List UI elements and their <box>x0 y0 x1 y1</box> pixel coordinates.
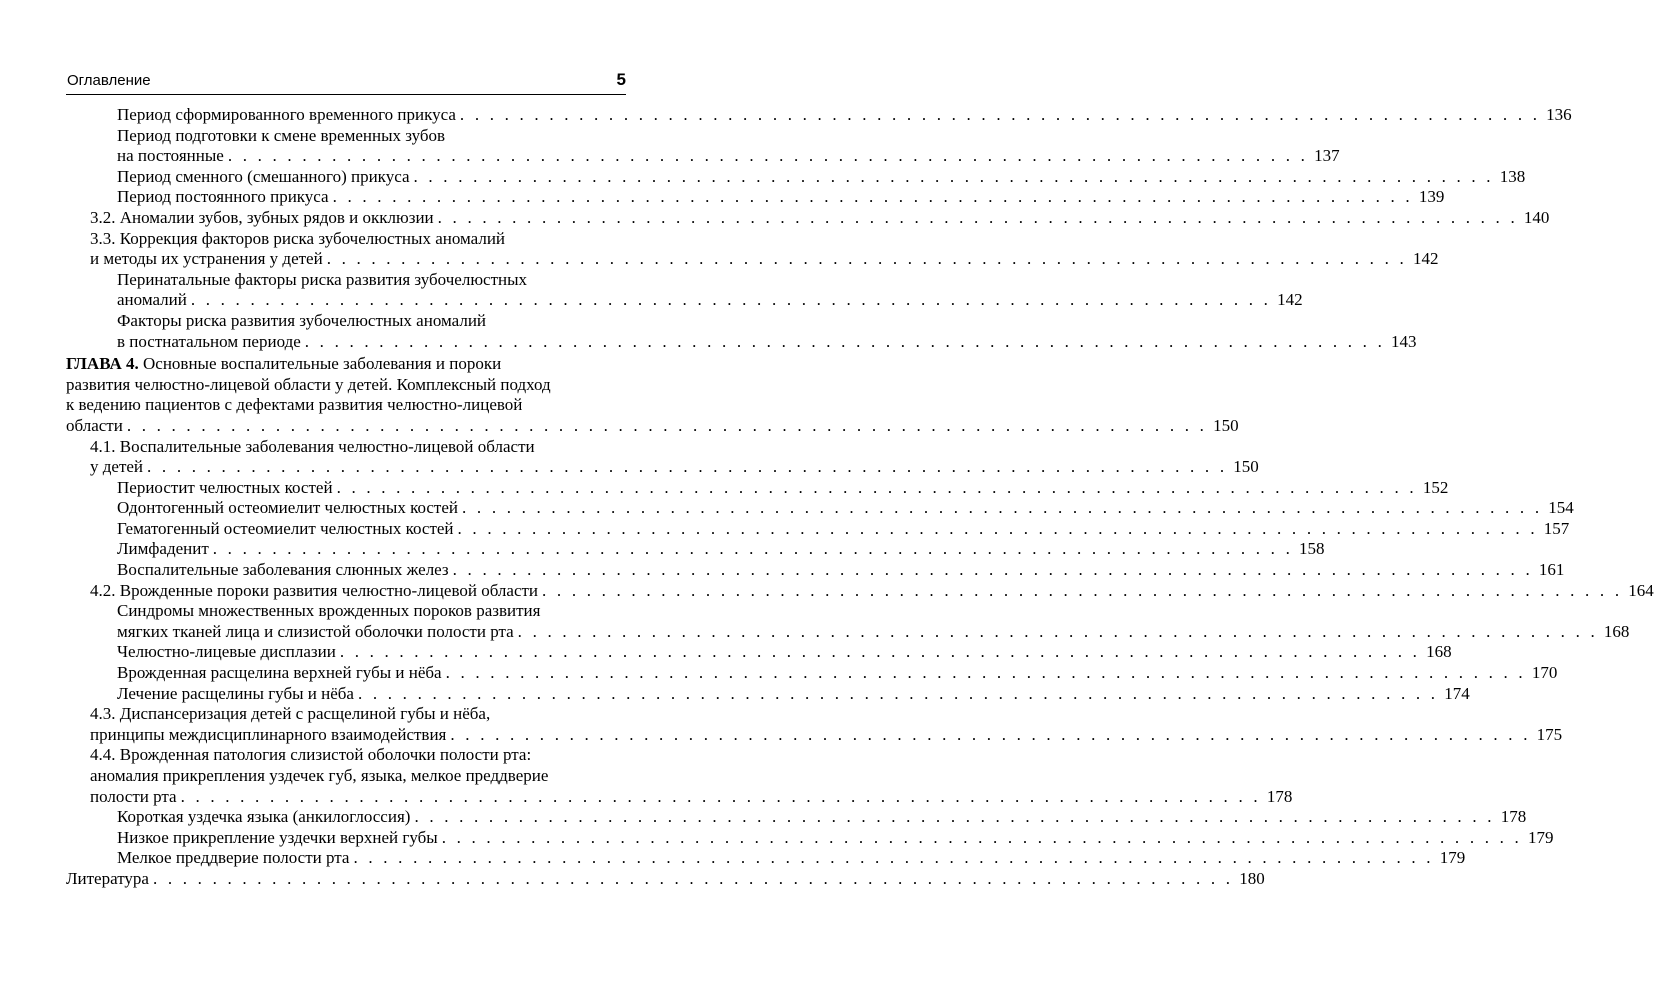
toc-entry-line <box>90 786 1293 808</box>
toc-entry-text: Факторы риска развития зубочелюстных аномалий <box>117 310 487 330</box>
toc-entry-text: на постоянные <box>117 146 224 166</box>
dot-leader: . . . . . . . . . . . . . . . . . . . . . . . . . . . . . . . . . . . . . . . . . . . . . . . . . . . . . . . . . . . . . . . . . . . . . . . . . <box>336 477 1417 497</box>
dot-leader: . . . . . . . . . . . . . . . . . . . . . . . . . . . . . . . . . . . . . . . . . . . . . . . . . . . . . . . . . . . . . . . . . . . . . . . . . <box>126 415 1208 435</box>
toc-entry[interactable] <box>66 827 1554 849</box>
page-header <box>66 70 626 95</box>
toc-entry[interactable] <box>66 683 1470 705</box>
toc-entry[interactable] <box>66 436 1259 478</box>
toc-entry[interactable] <box>66 745 1293 807</box>
toc-entry-line <box>117 827 1554 849</box>
toc-page-number: 152 <box>1422 477 1449 497</box>
toc-entry-text: развития челюстно-лицевой области у детей. Комплексный подход <box>66 374 551 394</box>
toc-page-number: 175 <box>1536 724 1563 744</box>
toc-entry-text: 3.2. Аномалии зубов, зубных рядов и окклюзии <box>90 207 434 227</box>
toc-entry-line <box>117 663 1558 684</box>
toc-entry-text: Одонтогенный остеомиелит челюстных костей <box>117 498 459 518</box>
toc-entry-text: 4.2. Врожденные пороки развития челюстно-лицевой области <box>90 580 539 600</box>
toc-page-number: 170 <box>1531 663 1558 683</box>
toc-entry-text: Период подготовки к смене временных зубов <box>117 125 446 145</box>
toc-entry-line <box>117 683 1470 705</box>
toc-entry[interactable] <box>66 518 1570 540</box>
toc-entry[interactable] <box>66 868 1265 890</box>
dot-leader: . . . . . . . . . . . . . . . . . . . . . . . . . . . . . . . . . . . . . . . . . . . . . . . . . . . . . . . . . . . . . . . . . . . . . . . . . <box>437 207 1518 227</box>
dot-leader: . . . . . . . . . . . . . . . . . . . . . . . . . . . . . . . . . . . . . . . . . . . . . . . . . . . . . . . . . . . . . . . . . . . . . . . . . <box>326 249 1407 269</box>
toc-entry-line <box>90 229 627 250</box>
toc-entry-line <box>90 457 1259 478</box>
toc-entry-line <box>117 105 1572 126</box>
toc-entry-line <box>90 704 627 725</box>
chapter-label: ГЛАВА 4. <box>66 354 139 374</box>
toc-entry-line <box>117 539 1325 560</box>
toc-entry-line <box>117 621 1630 643</box>
toc-entry-line <box>66 868 1265 890</box>
toc-entry-text: 4.1. Воспалительные заболевания челюстно-лицевой области <box>90 436 535 456</box>
toc-entry-text: и методы их устранения у детей <box>90 249 323 269</box>
toc-entry-text: Основные воспалительные заболевания и пороки <box>138 354 502 374</box>
dot-leader: . . . . . . . . . . . . . . . . . . . . . . . . . . . . . . . . . . . . . . . . . . . . . . . . . . . . . . . . . . . . . . . . . . . . . . . . . <box>147 457 1228 477</box>
toc-entry-line <box>117 601 627 622</box>
toc-entry-text: Перинатальные факторы риска развития зубочелюстных <box>117 269 528 289</box>
dot-leader: . . . . . . . . . . . . . . . . . . . . . . . . . . . . . . . . . . . . . . . . . . . . . . . . . . . . . . . . . . . . . . . . . . . . . . . . . <box>304 331 1386 351</box>
dot-leader: . . . . . . . . . . . . . . . . . . . . . . . . . . . . . . . . . . . . . . . . . . . . . . . . . . . . . . . . . . . . . . . . . . . . . . . . . <box>180 786 1261 806</box>
toc-entry-line <box>117 187 1445 208</box>
toc-entry-line <box>66 415 1239 437</box>
toc-entry-line <box>90 437 627 458</box>
toc-entry[interactable] <box>66 807 1527 828</box>
toc-page-number: 138 <box>1499 166 1526 186</box>
toc-entry-line <box>117 477 1449 499</box>
toc-page-number: 150 <box>1233 457 1259 477</box>
toc-entry-line <box>117 290 1303 311</box>
dot-leader: . . . . . . . . . . . . . . . . . . . . . . . . . . . . . . . . . . . . . . . . . . . . . . . . . . . . . . . . . . . . . . . . . . . . . . . . . <box>227 146 1309 166</box>
toc-entry-line <box>117 498 1574 519</box>
toc-entry[interactable] <box>66 663 1558 684</box>
toc-entry-text: Литература <box>66 868 149 888</box>
toc-entry-line <box>117 166 1526 188</box>
toc-page-number: 142 <box>1412 249 1439 269</box>
toc-entry-text: у детей <box>90 457 144 477</box>
toc-entry-line <box>117 331 1417 353</box>
toc-entry[interactable] <box>66 477 1449 499</box>
toc-entry-line <box>117 311 627 332</box>
toc-entry[interactable] <box>66 560 1565 581</box>
dot-leader: . . . . . . . . . . . . . . . . . . . . . . . . . . . . . . . . . . . . . . . . . . . . . . . . . . . . . . . . . . . . . . . . . . . . . . . . . <box>339 642 1421 662</box>
toc-entry-text: Врожденная расщелина верхней губы и нёба <box>117 663 442 683</box>
toc-page-number: 137 <box>1314 146 1340 166</box>
dot-leader: . . . . . . . . . . . . . . . . . . . . . . . . . . . . . . . . . . . . . . . . . . . . . . . . . . . . . . . . . . . . . . . . . . . . . . . . . <box>452 560 1533 580</box>
toc-page-number: 150 <box>1213 415 1239 435</box>
toc-entry-text: аномалий <box>117 290 187 310</box>
toc-page-number: 174 <box>1444 683 1470 703</box>
dot-leader: . . . . . . . . . . . . . . . . . . . . . . . . . . . . . . . . . . . . . . . . . . . . . . . . . . . . . . . . . . . . . . . . . . . . . . . . . <box>353 848 1434 868</box>
toc-entry[interactable] <box>66 269 1303 311</box>
toc-entry-text: мягких тканей лица и слизистой оболочки полости рта <box>117 621 514 641</box>
toc-entry[interactable] <box>66 601 1630 642</box>
toc-entry-line <box>117 848 1466 869</box>
toc-entry-line <box>117 807 1527 828</box>
toc-page-number: 164 <box>1628 580 1654 600</box>
toc-entry-text: Период постоянного прикуса <box>117 187 329 207</box>
toc-page-number: 179 <box>1527 827 1554 847</box>
toc-page-number: 142 <box>1277 290 1303 310</box>
dot-leader: . . . . . . . . . . . . . . . . . . . . . . . . . . . . . . . . . . . . . . . . . . . . . . . . . . . . . . . . . . . . . . . . . . . . . . . . . <box>190 290 1272 310</box>
dot-leader: . . . . . . . . . . . . . . . . . . . . . . . . . . . . . . . . . . . . . . . . . . . . . . . . . . . . . . . . . . . . . . . . . . . . . . . . . <box>152 868 1234 888</box>
toc-page-number: 179 <box>1439 848 1466 868</box>
dot-leader: . . . . . . . . . . . . . . . . . . . . . . . . . . . . . . . . . . . . . . . . . . . . . . . . . . . . . . . . . . . . . . . . . . . . . . . . . <box>462 498 1543 518</box>
toc-entry-line <box>90 766 627 787</box>
toc-entry-text: Периостит челюстных костей <box>117 477 333 497</box>
toc-entry-line <box>117 270 627 291</box>
toc-entry-text: Воспалительные заболевания слюнных желез <box>117 560 449 580</box>
dot-leader: . . . . . . . . . . . . . . . . . . . . . . . . . . . . . . . . . . . . . . . . . . . . . . . . . . . . . . . . . . . . . . . . . . . . . . . . . <box>441 827 1522 847</box>
table-of-contents <box>66 105 1654 890</box>
toc-page-number: 139 <box>1418 187 1445 207</box>
toc-entry-text: Синдромы множественных врожденных пороков развития <box>117 601 541 621</box>
toc-page-number: 136 <box>1546 105 1572 124</box>
toc-page-number: 178 <box>1266 786 1293 806</box>
toc-entry[interactable] <box>66 207 1550 229</box>
toc-page-number: 140 <box>1523 207 1550 227</box>
toc-page-number: 143 <box>1391 331 1417 351</box>
toc-entry-line <box>90 207 1550 229</box>
toc-entry[interactable] <box>66 642 1452 663</box>
toc-entry-text: 4.3. Диспансеризация детей с расщелиной губы и нёба, <box>90 704 491 724</box>
toc-entry[interactable] <box>66 539 1325 560</box>
toc-entry-text: Челюстно-лицевые дисплазии <box>117 642 336 662</box>
dot-leader: . . . . . . . . . . . . . . . . . . . . . . . . . . . . . . . . . . . . . . . . . . . . . . . . . . . . . . . . . . . . . . . . . . . . . . . . . <box>542 580 1623 600</box>
dot-leader: . . . . . . . . . . . . . . . . . . . . . . . . . . . . . . . . . . . . . . . . . . . . . . . . . . . . . . . . . . . . . . . . . . . . . . . . . <box>212 539 1294 559</box>
toc-chapter-entry[interactable] <box>66 354 1239 436</box>
toc-entry-text: Период сформированного временного прикуса <box>117 105 456 124</box>
dot-leader: . . . . . . . . . . . . . . . . . . . . . . . . . . . . . . . . . . . . . . . . . . . . . . . . . . . . . . . . . . . . . . . . . . . . . . . . . <box>413 166 1494 186</box>
toc-entry[interactable] <box>66 704 1563 745</box>
toc-entry-line <box>117 560 1565 581</box>
toc-entry[interactable] <box>66 580 1654 602</box>
toc-entry-text: Низкое прикрепление уздечки верхней губы <box>117 827 438 847</box>
toc-page-number: 180 <box>1239 868 1265 888</box>
running-title: Оглавление <box>67 72 151 89</box>
toc-entry-text: 4.4. Врожденная патология слизистой оболочки полости рта: <box>90 745 532 765</box>
toc-entry-line <box>66 375 627 396</box>
toc-entry-text: принципы междисциплинарного взаимодействия <box>90 724 447 744</box>
toc-entry-text: Лимфаденит <box>117 539 209 559</box>
toc-entry-line <box>66 354 627 375</box>
toc-entry-text: Гематогенный остеомиелит челюстных костей <box>117 518 454 538</box>
dot-leader: . . . . . . . . . . . . . . . . . . . . . . . . . . . . . . . . . . . . . . . . . . . . . . . . . . . . . . . . . . . . . . . . . . . . . . . . . <box>517 621 1598 641</box>
dot-leader: . . . . . . . . . . . . . . . . . . . . . . . . . . . . . . . . . . . . . . . . . . . . . . . . . . . . . . . . . . . . . . . . . . . . . . . . . <box>414 807 1495 827</box>
page-number: 5 <box>616 70 626 89</box>
toc-entry-line <box>90 745 627 766</box>
toc-entry[interactable] <box>66 848 1466 869</box>
toc-entry-line <box>117 642 1452 663</box>
toc-entry-line <box>117 126 627 147</box>
toc-entry[interactable] <box>66 166 1526 188</box>
toc-entry[interactable] <box>66 310 1417 352</box>
toc-entry[interactable] <box>66 228 1439 270</box>
toc-page-number: 154 <box>1548 498 1574 518</box>
toc-entry[interactable] <box>66 498 1574 519</box>
toc-entry-text: аномалия прикрепления уздечек губ, языка, мелкое преддверие <box>90 766 549 785</box>
toc-entry-text: Короткая уздечка языка (анкилоглоссия) <box>117 807 411 827</box>
toc-page-number: 168 <box>1426 642 1452 662</box>
toc-entry-line <box>90 249 1439 270</box>
toc-entry[interactable] <box>66 125 1340 167</box>
toc-entry-text: в постнатальном периоде <box>117 331 301 351</box>
toc-page-number: 168 <box>1603 621 1630 641</box>
toc-page-number: 158 <box>1299 539 1325 559</box>
toc-entry-text: Лечение расщелины губы и нёба <box>117 683 354 703</box>
toc-entry-line <box>117 146 1340 167</box>
toc-entry-line <box>90 724 1563 746</box>
toc-entry-text: Период сменного (смешанного) прикуса <box>117 166 410 186</box>
dot-leader: . . . . . . . . . . . . . . . . . . . . . . . . . . . . . . . . . . . . . . . . . . . . . . . . . . . . . . . . . . . . . . . . . . . . . . . . . <box>457 518 1538 538</box>
dot-leader: . . . . . . . . . . . . . . . . . . . . . . . . . . . . . . . . . . . . . . . . . . . . . . . . . . . . . . . . . . . . . . . . . . . . . . . . . <box>357 683 1439 703</box>
dot-leader: . . . . . . . . . . . . . . . . . . . . . . . . . . . . . . . . . . . . . . . . . . . . . . . . . . . . . . . . . . . . . . . . . . . . . . . . . <box>450 724 1531 744</box>
toc-entry-text: полости рта <box>90 786 177 806</box>
toc-entry[interactable] <box>66 187 1445 208</box>
toc-page-number: 157 <box>1543 518 1570 538</box>
toc-entry-text: Мелкое преддверие полости рта <box>117 848 350 868</box>
dot-leader: . . . . . . . . . . . . . . . . . . . . . . . . . . . . . . . . . . . . . . . . . . . . . . . . . . . . . . . . . . . . . . . . . . . . . . . . . <box>445 663 1526 683</box>
toc-entry-text: 3.3. Коррекция факторов риска зубочелюстных аномалий <box>90 228 506 248</box>
dot-leader: . . . . . . . . . . . . . . . . . . . . . . . . . . . . . . . . . . . . . . . . . . . . . . . . . . . . . . . . . . . . . . . . . . . . . . . . . <box>459 105 1541 124</box>
toc-entry-line <box>90 580 1654 602</box>
toc-page-number: 178 <box>1500 807 1527 827</box>
toc-entry-line <box>117 518 1570 540</box>
toc-entry-text: к ведению пациентов с дефектами развития челюстно-лицевой <box>66 395 523 415</box>
dot-leader: . . . . . . . . . . . . . . . . . . . . . . . . . . . . . . . . . . . . . . . . . . . . . . . . . . . . . . . . . . . . . . . . . . . . . . . . . <box>332 187 1413 207</box>
toc-entry-line <box>66 395 627 416</box>
toc-entry[interactable] <box>66 105 1572 126</box>
toc-entry-text: области <box>66 415 123 435</box>
toc-page-number: 161 <box>1538 560 1565 580</box>
